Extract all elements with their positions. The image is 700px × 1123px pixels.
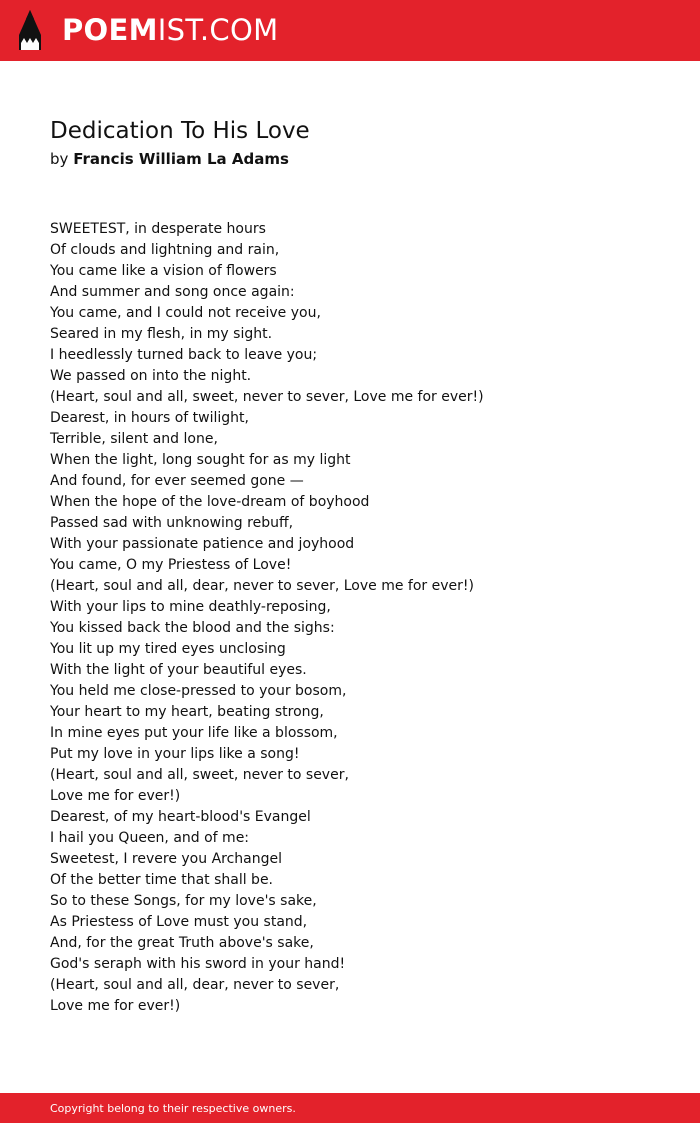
poem-line: With your passionate patience and joyhood <box>50 536 355 552</box>
poem-line: You held me close-pressed to your bosom, <box>50 683 347 699</box>
logo-bold-text: POEM <box>62 13 158 47</box>
poem-line: With the light of your beautiful eyes. <box>50 662 307 678</box>
copyright-text: Copyright belong to their respective owners. <box>50 1102 296 1115</box>
logo-light-text: IST.COM <box>157 13 279 47</box>
poem-line: And found, for ever seemed gone — <box>50 473 304 489</box>
poem-line: (Heart, soul and all, dear, never to sever, Love me for ever!) <box>50 578 474 594</box>
poem-line: As Priestess of Love must you stand, <box>50 914 308 930</box>
poem-line: You came, O my Priestess of Love! <box>50 557 292 573</box>
poem-line: You lit up my tired eyes unclosing <box>50 641 286 657</box>
poem-line: Love me for ever!) <box>50 788 181 804</box>
poem-line: I heedlessly turned back to leave you; <box>50 347 318 363</box>
poem-line: (Heart, soul and all, sweet, never to sever, Love me for ever!) <box>50 389 484 405</box>
poem-line: I hail you Queen, and of me: <box>50 830 250 846</box>
poem-line: Of clouds and lightning and rain, <box>50 242 280 258</box>
poem-line: (Heart, soul and all, sweet, never to sever, <box>50 767 349 783</box>
poem-line: Dearest, of my heart-blood's Evangel <box>50 809 311 825</box>
poem-line: SWEETEST, in desperate hours <box>50 221 266 237</box>
poem-line: Terrible, silent and lone, <box>50 431 218 447</box>
poem-line: Put my love in your lips like a song! <box>50 746 300 762</box>
poem-line: We passed on into the night. <box>50 368 252 384</box>
pencil-tip-icon[interactable] <box>17 9 43 51</box>
byline <box>50 149 289 169</box>
poem-line: In mine eyes put your life like a blossom, <box>50 725 338 741</box>
poem-line: You came, and I could not receive you, <box>50 305 321 321</box>
poem-line: (Heart, soul and all, dear, never to sever, <box>50 977 340 993</box>
poem-line: And, for the great Truth above's sake, <box>50 935 314 951</box>
poem-line: And summer and song once again: <box>50 284 295 300</box>
poem-body <box>50 219 670 1017</box>
poem-line: Dearest, in hours of twilight, <box>50 410 249 426</box>
poem-line: So to these Songs, for my love's sake, <box>50 893 317 909</box>
poem-line: You kissed back the blood and the sighs: <box>50 620 335 636</box>
poem-line: Your heart to my heart, beating strong, <box>50 704 324 720</box>
poem-line: God's seraph with his sword in your hand! <box>50 956 346 972</box>
poem-line: When the light, long sought for as my light <box>50 452 351 468</box>
by-label: by <box>50 150 69 168</box>
site-logo[interactable] <box>62 13 278 47</box>
poem-line: With your lips to mine deathly-reposing, <box>50 599 331 615</box>
author-name: Francis William La Adams <box>73 150 289 168</box>
poem-line: Passed sad with unknowing rebuff, <box>50 515 294 531</box>
poem-line: Seared in my flesh, in my sight. <box>50 326 273 342</box>
poem-line: Love me for ever!) <box>50 998 181 1014</box>
site-header <box>0 0 700 61</box>
poem-title: Dedication To His Love <box>50 118 310 144</box>
poem-line: When the hope of the love-dream of boyhood <box>50 494 370 510</box>
poem-line: Of the better time that shall be. <box>50 872 274 888</box>
poem-line: Sweetest, I revere you Archangel <box>50 851 283 867</box>
site-footer <box>0 1093 700 1123</box>
poem-line: You came like a vision of flowers <box>50 263 277 279</box>
